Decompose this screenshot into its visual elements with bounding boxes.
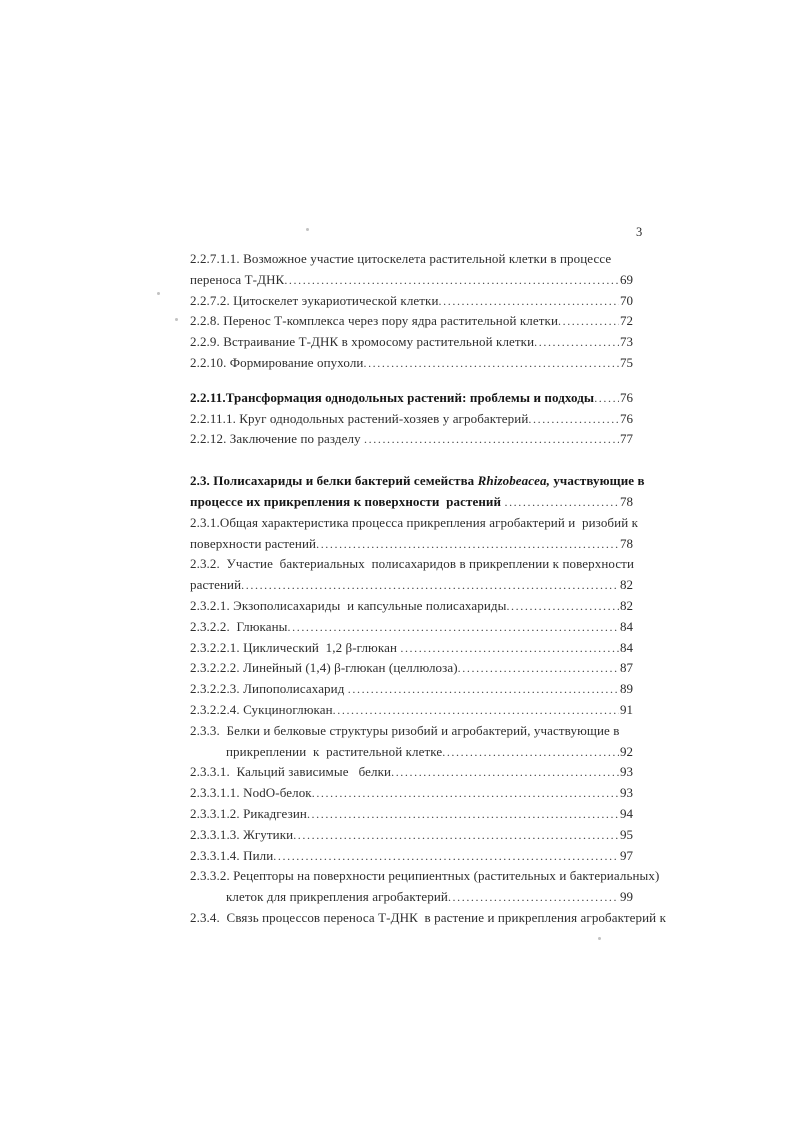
toc-entry-text: 2.2.8. Перенос Т-комплекса через пору ядра растительной клетки [190, 313, 558, 329]
toc-row [190, 638, 633, 659]
dot-leader [307, 804, 619, 825]
toc-entry-text: 2.3.2.2. Глюканы [190, 618, 288, 634]
toc-entry-text: 2.3.3. Белки и белковые структуры ризобий и агробактерий, участвующие в [190, 722, 620, 738]
toc-row [190, 575, 633, 596]
toc-entry-text: 2.3.3.1.2. Рикадгезин [190, 805, 307, 821]
dot-leader [448, 887, 619, 908]
scan-speck [175, 318, 178, 321]
toc-entry-page: 89 [620, 681, 633, 697]
toc-entry-text: 2.3. Полисахариды и белки бактерий семейства Rhizobeacea, участвующие в [190, 473, 645, 489]
toc-entry-text: 2.2.11.1. Круг однодольных растений-хозяев у агробактерий [190, 410, 529, 426]
toc-row [190, 554, 633, 575]
toc-entry-page: 93 [620, 764, 633, 780]
dot-leader [534, 332, 619, 353]
toc-entry-page: 87 [620, 660, 633, 676]
page-number: 3 [636, 225, 643, 239]
toc-row [190, 825, 633, 846]
toc-row [190, 534, 633, 555]
toc-entry-page: 70 [620, 292, 633, 308]
toc-entry-page: 92 [620, 743, 633, 759]
toc-row [190, 492, 633, 513]
dot-leader [273, 846, 619, 867]
dot-leader [528, 409, 619, 430]
dot-leader [333, 700, 619, 721]
toc-entry-page: 93 [620, 785, 633, 801]
dot-leader [594, 388, 619, 409]
dot-leader [442, 742, 619, 763]
dot-leader [458, 658, 619, 679]
toc-entry-text: 2.2.12. Заключение по разделу [190, 431, 365, 447]
dot-leader [506, 596, 619, 617]
toc-entry-page: 69 [620, 271, 633, 287]
toc-row [190, 471, 645, 492]
toc-entry-page: 95 [620, 826, 633, 842]
toc-entry-page: 77 [620, 431, 633, 447]
toc-entry-text: растений [190, 577, 242, 593]
toc-row [190, 311, 633, 332]
toc-entry-text: переноса Т-ДНК [190, 271, 285, 287]
toc-entry-text: процессе их прикрепления к поверхности растений [190, 493, 505, 509]
toc-entry-page: 84 [620, 618, 633, 634]
dot-leader [241, 575, 619, 596]
toc-row [190, 804, 633, 825]
toc-row [190, 353, 633, 374]
dot-leader [391, 762, 619, 783]
toc-entry-text: 2.3.2.2.3. Липополисахарид [190, 681, 348, 697]
toc-entry-page: 94 [620, 805, 633, 821]
dot-leader [293, 825, 619, 846]
toc-row [190, 866, 660, 887]
dot-leader [288, 617, 619, 638]
toc-entry-text: 2.3.2.2.4. Сукциноглюкан [190, 701, 333, 717]
toc-entry-page: 76 [620, 389, 633, 405]
toc-row [190, 762, 633, 783]
toc-row [190, 887, 633, 908]
toc-entry-page: 75 [620, 354, 633, 370]
toc-entry-page: 78 [620, 535, 633, 551]
toc-entry-page: 97 [620, 847, 633, 863]
toc-entry-page: 78 [620, 493, 633, 509]
scan-speck [157, 292, 160, 295]
toc-entry-text: 2.3.2.2.2. Линейный (1,4) β-глюкан (целлюлоза) [190, 660, 458, 676]
toc-row [190, 249, 633, 270]
toc-row [190, 908, 666, 929]
dot-leader [439, 291, 619, 312]
dot-leader [316, 534, 619, 555]
toc-entry-text: 2.2.9. Встраивание Т-ДНК в хромосому растительной клетки [190, 334, 535, 350]
toc-entry-page: 73 [620, 334, 633, 350]
toc-entry-text: поверхности растений [190, 535, 317, 551]
dot-leader [284, 270, 619, 291]
toc-row [190, 617, 633, 638]
scan-speck [306, 228, 309, 231]
dot-leader [400, 638, 619, 659]
toc-entry-page: 76 [620, 410, 633, 426]
toc-row [190, 700, 633, 721]
scan-speck [598, 937, 601, 940]
dot-leader [363, 353, 619, 374]
toc-entry-text: 2.3.2.2.1. Циклический 1,2 β-глюкан [190, 639, 401, 655]
toc-entry-text: 2.3.3.1.1. NodO-белок [190, 785, 312, 801]
toc-entry-text: 2.3.3.1.3. Жгутики [190, 826, 294, 842]
toc-row [190, 513, 639, 534]
toc-row [190, 846, 633, 867]
toc [190, 249, 666, 929]
toc-entry-text: 2.2.11.Трансформация однодольных растений: проблемы и подходы [190, 389, 595, 405]
dot-leader [312, 783, 619, 804]
toc-entry-page: 72 [620, 313, 633, 329]
toc-entry-text: 2.3.3.1. Кальций зависимые белки [190, 764, 392, 780]
toc-entry-page: 82 [620, 597, 633, 613]
toc-entry-text: 2.3.1.Общая характеристика процесса прикрепления агробактерий и ризобий к [190, 514, 639, 530]
toc-row [190, 291, 633, 312]
toc-entry-text: 2.3.4. Связь процессов переноса Т-ДНК в растение и прикрепления агробактерий к [190, 909, 666, 925]
dot-leader [504, 492, 619, 513]
toc-entry-page: 84 [620, 639, 633, 655]
toc-entry-text: 2.2.10. Формирование опухоли [190, 354, 364, 370]
toc-row [190, 658, 633, 679]
toc-entry-text: 2.3.2. Участие бактериальных полисахаридов в прикреплении к поверхности [190, 556, 635, 572]
toc-entry-text: 2.3.3.1.4. Пили [190, 847, 274, 863]
toc-entry-text: 2.2.7.1.1. Возможное участие цитоскелета растительной клетки в процессе [190, 251, 612, 266]
dot-leader [348, 679, 619, 700]
dot-leader [558, 311, 619, 332]
toc-row [190, 721, 633, 742]
toc-row [190, 429, 633, 450]
toc-row [190, 388, 633, 409]
toc-entry-text: 2.3.3.2. Рецепторы на поверхности реципиентных (растительных и бактериальных) [190, 868, 660, 884]
toc-row [190, 409, 633, 430]
toc-entry-text: прикреплении к растительной клетке [226, 743, 443, 759]
toc-entry-text: 2.3.2.1. Экзополисахариды и капсульные полисахариды [190, 597, 507, 613]
toc-row [190, 270, 633, 291]
toc-entry-text: клеток для прикрепления агробактерий [226, 889, 448, 905]
toc-entry-page: 99 [620, 889, 633, 905]
toc-entry-text: 2.2.7.2. Цитоскелет эукариотической клетки [190, 292, 439, 308]
toc-row [190, 742, 633, 763]
toc-row [190, 332, 633, 353]
toc-row [190, 783, 633, 804]
dot-leader [364, 429, 619, 450]
toc-entry-page: 91 [620, 701, 633, 717]
toc-row [190, 596, 633, 617]
toc-entry-page: 82 [620, 577, 633, 593]
toc-row [190, 679, 633, 700]
